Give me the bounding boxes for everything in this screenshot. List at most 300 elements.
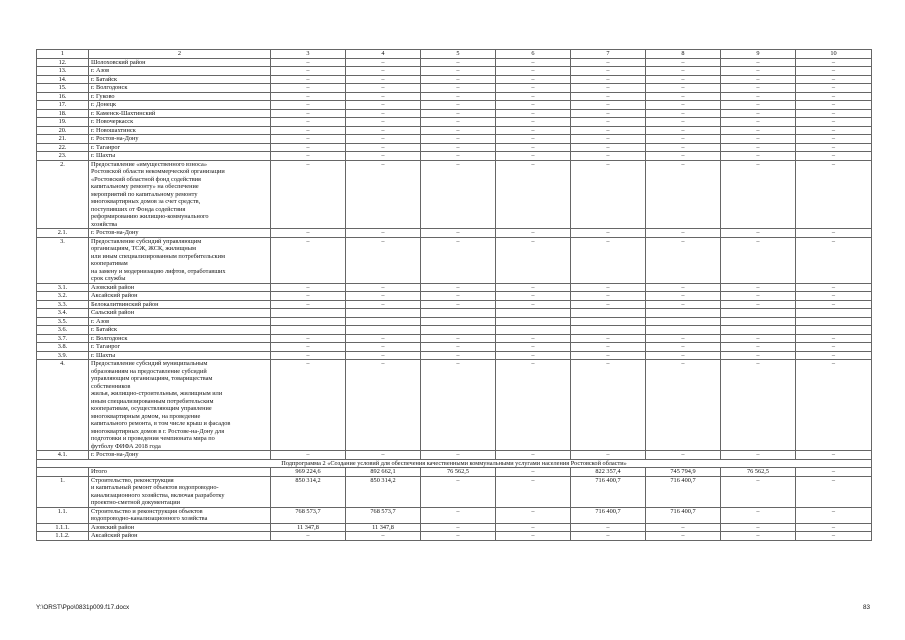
amount-cell: –	[346, 300, 421, 309]
column-number-header: 3	[271, 50, 346, 59]
amount-cell	[421, 309, 496, 318]
amount-cell: –	[796, 229, 872, 238]
amount-cell: –	[646, 109, 721, 118]
table-row	[37, 109, 872, 118]
amount-cell: –	[271, 58, 346, 67]
amount-cell: –	[796, 67, 872, 76]
row-name-cell: Шолоховский район	[89, 58, 271, 67]
amount-cell: –	[271, 160, 346, 229]
amount-cell: –	[271, 451, 346, 460]
amount-cell: –	[571, 300, 646, 309]
table-row	[37, 351, 872, 360]
row-number-cell: 1.1.1.	[37, 523, 89, 532]
amount-cell: 745 794,9	[646, 468, 721, 477]
amount-cell: –	[721, 126, 796, 135]
amount-cell: –	[421, 351, 496, 360]
amount-cell: –	[721, 351, 796, 360]
amount-cell: –	[721, 84, 796, 93]
row-name-cell: г. Новошахтинск	[89, 126, 271, 135]
amount-cell: 76 562,5	[421, 468, 496, 477]
row-number-cell	[37, 468, 89, 477]
amount-cell: 822 357,4	[571, 468, 646, 477]
amount-cell: –	[496, 283, 571, 292]
amount-cell: –	[496, 523, 571, 532]
amount-cell: –	[271, 118, 346, 127]
amount-cell	[646, 317, 721, 326]
amount-cell: –	[346, 160, 421, 229]
amount-cell: –	[421, 507, 496, 523]
amount-cell: –	[496, 451, 571, 460]
row-number-cell: 1.1.2.	[37, 532, 89, 541]
amount-cell: –	[646, 152, 721, 161]
amount-cell: –	[796, 476, 872, 507]
page-number: 83	[862, 604, 870, 611]
amount-cell: –	[421, 229, 496, 238]
amount-cell: –	[571, 451, 646, 460]
row-number-cell: 3.5.	[37, 317, 89, 326]
row-name-cell: г. Шахты	[89, 351, 271, 360]
amount-cell: –	[346, 75, 421, 84]
amount-cell: –	[796, 126, 872, 135]
amount-cell: –	[346, 334, 421, 343]
amount-cell: –	[496, 507, 571, 523]
amount-cell: –	[346, 532, 421, 541]
amount-cell: –	[571, 75, 646, 84]
amount-cell: –	[421, 343, 496, 352]
row-number-cell: 2.	[37, 160, 89, 229]
amount-cell: –	[271, 126, 346, 135]
amount-cell: –	[421, 101, 496, 110]
amount-cell: –	[496, 126, 571, 135]
amount-cell: –	[421, 92, 496, 101]
amount-cell: –	[346, 126, 421, 135]
row-name-cell: г. Таганрог	[89, 143, 271, 152]
amount-cell: 850 314,2	[346, 476, 421, 507]
amount-cell: –	[346, 451, 421, 460]
table-row	[37, 360, 872, 451]
amount-cell: –	[796, 109, 872, 118]
table-row	[37, 160, 872, 229]
row-number-cell: 3.4.	[37, 309, 89, 318]
column-number-header: 4	[346, 50, 421, 59]
amount-cell: –	[721, 237, 796, 283]
row-number-cell: 14.	[37, 75, 89, 84]
column-number-header: 7	[571, 50, 646, 59]
amount-cell	[271, 317, 346, 326]
amount-cell: –	[496, 476, 571, 507]
amount-cell: –	[496, 118, 571, 127]
amount-cell: –	[496, 351, 571, 360]
amount-cell: –	[571, 92, 646, 101]
amount-cell: –	[421, 152, 496, 161]
row-number-cell: 3.6.	[37, 326, 89, 335]
row-name-cell: г. Батайск	[89, 326, 271, 335]
amount-cell: –	[646, 143, 721, 152]
amount-cell: –	[271, 237, 346, 283]
column-number-header: 1	[37, 50, 89, 59]
amount-cell: –	[571, 152, 646, 161]
amount-cell: –	[496, 67, 571, 76]
amount-cell: –	[646, 135, 721, 144]
amount-cell: –	[796, 351, 872, 360]
amount-cell: –	[421, 118, 496, 127]
column-number-header: 6	[496, 50, 571, 59]
amount-cell: –	[646, 58, 721, 67]
amount-cell	[271, 326, 346, 335]
row-number-cell: 3.3.	[37, 300, 89, 309]
amount-cell: –	[796, 468, 872, 477]
amount-cell: –	[346, 101, 421, 110]
amount-cell: –	[346, 343, 421, 352]
amount-cell: –	[721, 523, 796, 532]
amount-cell: –	[571, 143, 646, 152]
amount-cell: –	[571, 360, 646, 451]
amount-cell: –	[271, 75, 346, 84]
table-row	[37, 468, 872, 477]
table-row	[37, 237, 872, 283]
amount-cell: –	[646, 451, 721, 460]
amount-cell: –	[421, 300, 496, 309]
column-number-header: 9	[721, 50, 796, 59]
row-name-cell: г. Азов	[89, 67, 271, 76]
amount-cell: 850 314,2	[271, 476, 346, 507]
amount-cell: –	[796, 532, 872, 541]
row-number-cell: 2.1.	[37, 229, 89, 238]
table-row	[37, 92, 872, 101]
table-row	[37, 507, 872, 523]
amount-cell: –	[571, 67, 646, 76]
amount-cell: –	[271, 143, 346, 152]
row-number-cell: 3.7.	[37, 334, 89, 343]
row-name-cell: Строительство, реконструкция и капитальный ремонт объектов водопроводно- канализационного хозяйства, включая разработку проектно-сметной документации	[89, 476, 271, 507]
amount-cell	[346, 317, 421, 326]
table-row	[37, 229, 872, 238]
amount-cell: –	[346, 292, 421, 301]
amount-cell: 11 347,8	[271, 523, 346, 532]
amount-cell: –	[271, 152, 346, 161]
amount-cell: –	[271, 360, 346, 451]
amount-cell: –	[346, 84, 421, 93]
amount-cell: 716 400,7	[646, 476, 721, 507]
amount-cell: –	[721, 283, 796, 292]
amount-cell: –	[421, 143, 496, 152]
amount-cell: –	[646, 292, 721, 301]
amount-cell: –	[721, 451, 796, 460]
amount-cell: –	[346, 118, 421, 127]
amount-cell: –	[346, 58, 421, 67]
amount-cell: –	[271, 292, 346, 301]
amount-cell: –	[421, 126, 496, 135]
amount-cell: –	[721, 343, 796, 352]
amount-cell: –	[421, 283, 496, 292]
amount-cell: –	[571, 229, 646, 238]
amount-cell: –	[646, 75, 721, 84]
amount-cell: –	[796, 360, 872, 451]
amount-cell: –	[346, 283, 421, 292]
amount-cell: –	[346, 109, 421, 118]
row-number-cell: 16.	[37, 92, 89, 101]
amount-cell: –	[571, 126, 646, 135]
amount-cell: –	[496, 532, 571, 541]
row-name-cell: Белокалитвинский район	[89, 300, 271, 309]
row-number-cell: 19.	[37, 118, 89, 127]
amount-cell: –	[421, 135, 496, 144]
row-name-cell: г. Ростов-на-Дону	[89, 229, 271, 238]
amount-cell	[346, 326, 421, 335]
amount-cell: –	[271, 283, 346, 292]
amount-cell: –	[796, 101, 872, 110]
amount-cell	[646, 309, 721, 318]
amount-cell: –	[646, 126, 721, 135]
row-name-cell: г. Донецк	[89, 101, 271, 110]
amount-cell: –	[271, 84, 346, 93]
row-number-cell: 15.	[37, 84, 89, 93]
table-row	[37, 532, 872, 541]
amount-cell	[796, 309, 872, 318]
amount-cell	[496, 309, 571, 318]
row-name-cell: г. Волгодонск	[89, 334, 271, 343]
row-number-cell: 3.9.	[37, 351, 89, 360]
amount-cell: –	[796, 58, 872, 67]
row-name-cell: Аксайский район	[89, 292, 271, 301]
amount-cell: –	[571, 237, 646, 283]
table-header-row	[37, 50, 872, 59]
table-row	[37, 300, 872, 309]
amount-cell: –	[796, 451, 872, 460]
amount-cell: –	[496, 84, 571, 93]
amount-cell: –	[721, 507, 796, 523]
table-row	[37, 451, 872, 460]
amount-cell: –	[496, 360, 571, 451]
amount-cell: –	[421, 292, 496, 301]
amount-cell: –	[721, 101, 796, 110]
amount-cell: –	[571, 118, 646, 127]
amount-cell: –	[646, 300, 721, 309]
amount-cell: –	[796, 283, 872, 292]
row-number-cell: 13.	[37, 67, 89, 76]
row-name-cell: г. Шахты	[89, 152, 271, 161]
subprogram-heading-row	[37, 459, 872, 468]
amount-cell: –	[271, 300, 346, 309]
row-name-cell: г. Новочеркасск	[89, 118, 271, 127]
amount-cell: –	[646, 160, 721, 229]
amount-cell: –	[421, 237, 496, 283]
amount-cell: –	[646, 532, 721, 541]
row-number-cell: 21.	[37, 135, 89, 144]
amount-cell: –	[721, 360, 796, 451]
amount-cell	[496, 317, 571, 326]
table-row	[37, 334, 872, 343]
amount-cell: 716 400,7	[646, 507, 721, 523]
file-path: Y:\ORST\Ppo\0831p009.f17.docx	[36, 604, 130, 611]
amount-cell: –	[496, 92, 571, 101]
amount-cell: –	[796, 152, 872, 161]
row-name-cell: Итого	[89, 468, 271, 477]
amount-cell: –	[646, 283, 721, 292]
amount-cell: –	[721, 160, 796, 229]
amount-cell: –	[271, 532, 346, 541]
amount-cell: –	[496, 237, 571, 283]
amount-cell: –	[421, 58, 496, 67]
table-row	[37, 75, 872, 84]
amount-cell	[496, 326, 571, 335]
amount-cell: –	[496, 152, 571, 161]
amount-cell: –	[721, 109, 796, 118]
amount-cell: –	[796, 237, 872, 283]
amount-cell: –	[646, 237, 721, 283]
amount-cell	[721, 326, 796, 335]
amount-cell: –	[346, 229, 421, 238]
row-name-cell: г. Батайск	[89, 75, 271, 84]
budget-table	[36, 49, 872, 541]
row-name-cell: Сальский район	[89, 309, 271, 318]
amount-cell: –	[796, 118, 872, 127]
amount-cell: –	[721, 292, 796, 301]
amount-cell: –	[646, 92, 721, 101]
amount-cell: –	[496, 292, 571, 301]
amount-cell	[421, 317, 496, 326]
amount-cell: –	[571, 343, 646, 352]
amount-cell: –	[571, 84, 646, 93]
table-row	[37, 152, 872, 161]
amount-cell	[721, 317, 796, 326]
amount-cell: –	[646, 101, 721, 110]
amount-cell: –	[571, 532, 646, 541]
amount-cell: –	[796, 334, 872, 343]
amount-cell	[271, 309, 346, 318]
amount-cell: –	[496, 229, 571, 238]
amount-cell: –	[421, 451, 496, 460]
row-number-cell: 18.	[37, 109, 89, 118]
amount-cell: –	[346, 92, 421, 101]
amount-cell: –	[571, 292, 646, 301]
amount-cell: –	[421, 476, 496, 507]
row-name-cell: Предоставление «имущественного взноса» Ростовской области некоммерческой организации «Ростовский областной фонд содействия капитальному ремонту» на обеспечение мероприятий по капитальному ремонту многоквартирных домов за счет средств, поступивших от Фонда содействия реформированию жилищно-коммунального хозяйства	[89, 160, 271, 229]
row-number-cell: 1.	[37, 476, 89, 507]
table-row	[37, 84, 872, 93]
table-row	[37, 126, 872, 135]
amount-cell: –	[721, 300, 796, 309]
row-name-cell: Аксайский район	[89, 532, 271, 541]
amount-cell: –	[646, 351, 721, 360]
amount-cell: –	[796, 523, 872, 532]
row-number-cell: 17.	[37, 101, 89, 110]
amount-cell: –	[421, 532, 496, 541]
amount-cell: –	[346, 67, 421, 76]
amount-cell: –	[346, 237, 421, 283]
amount-cell	[721, 309, 796, 318]
amount-cell: –	[496, 109, 571, 118]
row-number-cell: 20.	[37, 126, 89, 135]
row-number-cell: 3.	[37, 237, 89, 283]
amount-cell: –	[796, 507, 872, 523]
amount-cell: –	[271, 135, 346, 144]
amount-cell: –	[646, 67, 721, 76]
amount-cell: –	[721, 229, 796, 238]
amount-cell: –	[571, 58, 646, 67]
amount-cell: –	[721, 532, 796, 541]
amount-cell: –	[421, 523, 496, 532]
row-name-cell: г. Каменск-Шахтинский	[89, 109, 271, 118]
row-name-cell: Азовский район	[89, 523, 271, 532]
table-row	[37, 135, 872, 144]
amount-cell: –	[721, 67, 796, 76]
amount-cell: –	[271, 334, 346, 343]
amount-cell: –	[571, 135, 646, 144]
amount-cell: –	[421, 334, 496, 343]
amount-cell: –	[796, 135, 872, 144]
column-number-header: 8	[646, 50, 721, 59]
amount-cell: 76 562,5	[721, 468, 796, 477]
amount-cell: –	[571, 160, 646, 229]
row-name-cell: г. Гуково	[89, 92, 271, 101]
amount-cell: –	[271, 343, 346, 352]
amount-cell: –	[721, 75, 796, 84]
amount-cell: –	[346, 135, 421, 144]
amount-cell: –	[721, 334, 796, 343]
amount-cell: –	[421, 109, 496, 118]
amount-cell: –	[646, 343, 721, 352]
amount-cell	[646, 326, 721, 335]
amount-cell: –	[496, 300, 571, 309]
amount-cell	[346, 309, 421, 318]
amount-cell: –	[796, 292, 872, 301]
amount-cell: –	[421, 84, 496, 93]
amount-cell	[571, 326, 646, 335]
row-name-cell: г. Ростов-на-Дону	[89, 451, 271, 460]
amount-cell: –	[271, 109, 346, 118]
row-name-cell: г. Таганрог	[89, 343, 271, 352]
amount-cell: –	[346, 152, 421, 161]
amount-cell: –	[496, 135, 571, 144]
row-number-cell: 3.2.	[37, 292, 89, 301]
row-number-cell: 1.1.	[37, 507, 89, 523]
amount-cell: –	[496, 160, 571, 229]
amount-cell: –	[796, 75, 872, 84]
amount-cell: –	[571, 101, 646, 110]
table-row	[37, 283, 872, 292]
amount-cell: –	[646, 360, 721, 451]
amount-cell: 11 347,8	[346, 523, 421, 532]
amount-cell: –	[721, 135, 796, 144]
amount-cell: –	[496, 58, 571, 67]
row-number-cell: 4.1.	[37, 451, 89, 460]
amount-cell: –	[496, 101, 571, 110]
row-name-cell: г. Ростов-на-Дону	[89, 135, 271, 144]
amount-cell: –	[346, 143, 421, 152]
table-row	[37, 67, 872, 76]
amount-cell: –	[571, 334, 646, 343]
amount-cell: –	[721, 143, 796, 152]
amount-cell: 716 400,7	[571, 476, 646, 507]
amount-cell	[421, 326, 496, 335]
amount-cell: –	[721, 58, 796, 67]
row-number-cell: 4.	[37, 360, 89, 451]
row-name-cell: Предоставление субсидий управляющим организациям, ТСЖ, ЖСК, жилищным или иным специализированным потребительским кооперативам на замену и модернизацию лифтов, отработавших срок службы	[89, 237, 271, 283]
table-row	[37, 343, 872, 352]
column-number-header: 5	[421, 50, 496, 59]
amount-cell: –	[421, 75, 496, 84]
column-number-header: 2	[89, 50, 271, 59]
amount-cell: –	[421, 160, 496, 229]
amount-cell: –	[421, 360, 496, 451]
amount-cell: –	[496, 468, 571, 477]
amount-cell: –	[646, 84, 721, 93]
amount-cell: –	[571, 523, 646, 532]
amount-cell	[571, 317, 646, 326]
amount-cell: –	[571, 351, 646, 360]
amount-cell: –	[796, 92, 872, 101]
